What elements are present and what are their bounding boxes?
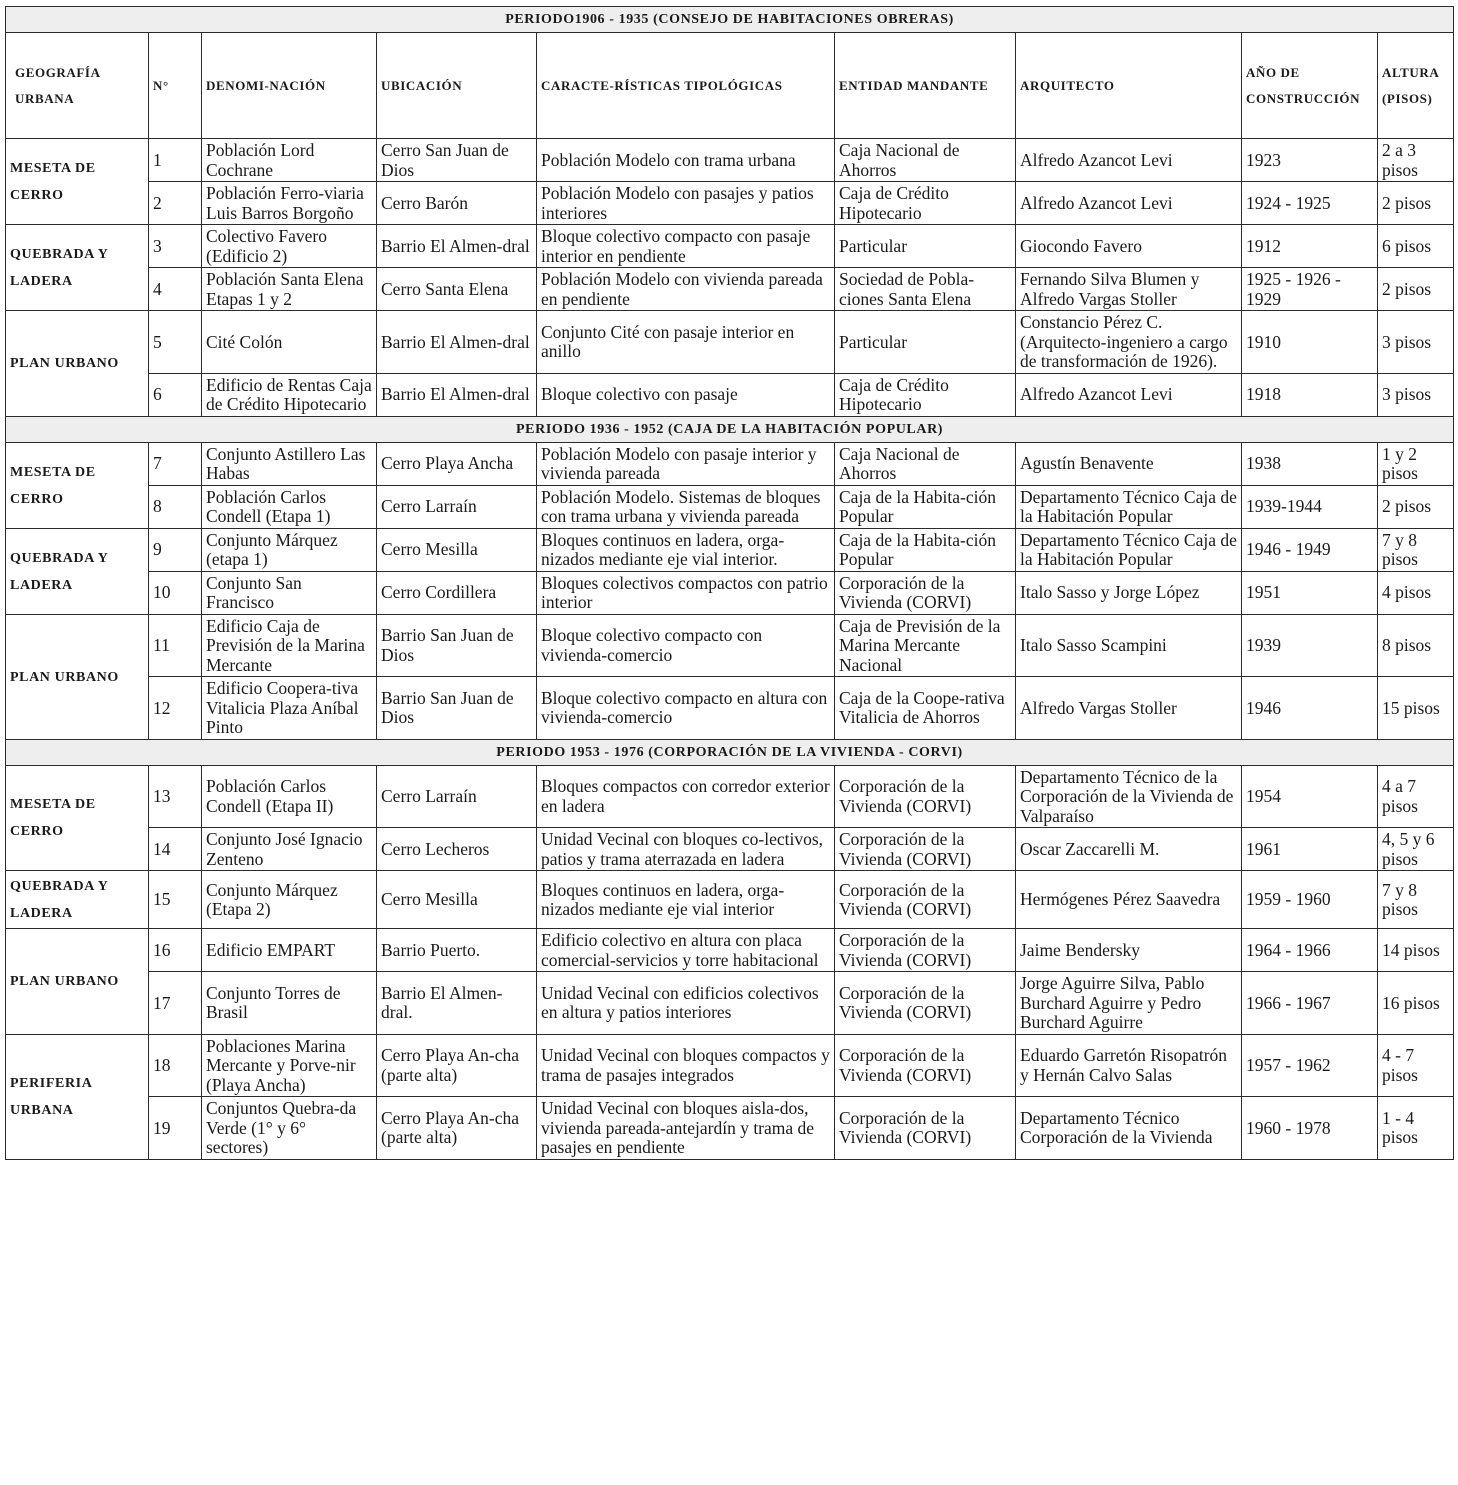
cell-arquitecto: Fernando Silva Blumen y Alfredo Vargas Stoller	[1016, 268, 1242, 311]
cell-arquitecto: Departamento Técnico Caja de la Habitación Popular	[1016, 485, 1242, 528]
cell-arquitecto: Oscar Zaccarelli M.	[1016, 828, 1242, 871]
cell-arquitecto: Italo Sasso Scampini	[1016, 614, 1242, 677]
cell-caracteristicas: Bloque colectivo compacto con vivienda-comercio	[537, 614, 835, 677]
cell-anio: 1957 - 1962	[1242, 1034, 1378, 1097]
cell-numero: 11	[149, 614, 202, 677]
cell-caracteristicas: Unidad Vecinal con bloques compactos y trama de pasajes integrados	[537, 1034, 835, 1097]
cell-arquitecto: Eduardo Garretón Risopatrón y Hernán Calvo Salas	[1016, 1034, 1242, 1097]
cell-geografia: PLAN URBANO	[6, 614, 149, 739]
table-row	[6, 1034, 1454, 1097]
cell-anio: 1946 - 1949	[1242, 528, 1378, 571]
header-ubicacion: UBICACIÓN	[377, 33, 537, 139]
cell-denominacion: Conjunto Torres de Brasil	[202, 972, 377, 1035]
cell-arquitecto: Departamento Técnico Caja de la Habitación Popular	[1016, 528, 1242, 571]
cell-arquitecto: Alfredo Azancot Levi	[1016, 139, 1242, 182]
table-row	[6, 268, 1454, 311]
cell-ubicacion: Cerro Playa An-cha (parte alta)	[377, 1097, 537, 1160]
cell-ubicacion: Cerro Cordillera	[377, 571, 537, 614]
cell-altura: 1 y 2 pisos	[1378, 442, 1454, 485]
cell-entidad: Caja Nacional de Ahorros	[835, 442, 1016, 485]
cell-anio: 1966 - 1967	[1242, 972, 1378, 1035]
cell-denominacion: Conjunto Márquez (Etapa 2)	[202, 871, 377, 929]
cell-entidad: Corporación de la Vivienda (CORVI)	[835, 571, 1016, 614]
cell-arquitecto: Alfredo Azancot Levi	[1016, 373, 1242, 416]
cell-denominacion: Población Santa Elena Etapas 1 y 2	[202, 268, 377, 311]
period-title: PERIODO1906 - 1935 (CONSEJO DE HABITACIONES OBRERAS)	[6, 7, 1454, 33]
cell-caracteristicas: Bloque colectivo compacto en altura con vivienda-comercio	[537, 677, 835, 740]
cell-entidad: Caja de Crédito Hipotecario	[835, 373, 1016, 416]
table-body	[6, 7, 1454, 1160]
cell-anio: 1961	[1242, 828, 1378, 871]
cell-arquitecto: Jorge Aguirre Silva, Pablo Burchard Aguirre y Pedro Burchard Aguirre	[1016, 972, 1242, 1035]
header-numero: N°	[149, 33, 202, 139]
cell-altura: 3 pisos	[1378, 373, 1454, 416]
cell-geografia: MESETA DE CERRO	[6, 139, 149, 225]
cell-altura: 7 y 8 pisos	[1378, 528, 1454, 571]
cell-anio: 1924 - 1925	[1242, 182, 1378, 225]
table-row	[6, 765, 1454, 828]
cell-arquitecto: Departamento Técnico de la Corporación de la Vivienda de Valparaíso	[1016, 765, 1242, 828]
cell-denominacion: Edificio EMPART	[202, 929, 377, 972]
cell-numero: 10	[149, 571, 202, 614]
cell-ubicacion: Barrio San Juan de Dios	[377, 677, 537, 740]
cell-geografia: QUEBRADA Y LADERA	[6, 528, 149, 614]
cell-numero: 17	[149, 972, 202, 1035]
cell-altura: 14 pisos	[1378, 929, 1454, 972]
period-title: PERIODO 1953 - 1976 (CORPORACIÓN DE LA VIVIENDA - CORVI)	[6, 739, 1454, 765]
cell-arquitecto: Hermógenes Pérez Saavedra	[1016, 871, 1242, 929]
cell-geografia: QUEBRADA Y LADERA	[6, 225, 149, 311]
cell-arquitecto: Jaime Bendersky	[1016, 929, 1242, 972]
cell-altura: 4 pisos	[1378, 571, 1454, 614]
cell-anio: 1938	[1242, 442, 1378, 485]
cell-altura: 2 pisos	[1378, 268, 1454, 311]
cell-denominacion: Poblaciones Marina Mercante y Porve-nir (Playa Ancha)	[202, 1034, 377, 1097]
cell-numero: 14	[149, 828, 202, 871]
cell-numero: 18	[149, 1034, 202, 1097]
cell-denominacion: Conjuntos Quebra-da Verde (1° y 6° sectores)	[202, 1097, 377, 1160]
cell-geografia: MESETA DE CERRO	[6, 765, 149, 871]
cell-ubicacion: Cerro Mesilla	[377, 528, 537, 571]
cell-anio: 1939	[1242, 614, 1378, 677]
cell-caracteristicas: Población Modelo con pasaje interior y vivienda pareada	[537, 442, 835, 485]
cell-arquitecto: Italo Sasso y Jorge López	[1016, 571, 1242, 614]
cell-altura: 4 a 7 pisos	[1378, 765, 1454, 828]
cell-numero: 5	[149, 311, 202, 374]
cell-caracteristicas: Bloque colectivo compacto con pasaje interior en pendiente	[537, 225, 835, 268]
cell-caracteristicas: Población Modelo con trama urbana	[537, 139, 835, 182]
cell-denominacion: Edificio Coopera-tiva Vitalicia Plaza Aníbal Pinto	[202, 677, 377, 740]
cell-ubicacion: Barrio Puerto.	[377, 929, 537, 972]
cell-arquitecto: Alfredo Vargas Stoller	[1016, 677, 1242, 740]
cell-altura: 7 y 8 pisos	[1378, 871, 1454, 929]
header-geografia: GEOGRAFÍA URBANA	[6, 33, 149, 139]
cell-numero: 7	[149, 442, 202, 485]
cell-caracteristicas: Población Modelo. Sistemas de bloques con trama urbana y vivienda pareada	[537, 485, 835, 528]
housing-table	[5, 6, 1454, 1160]
cell-anio: 1923	[1242, 139, 1378, 182]
cell-numero: 12	[149, 677, 202, 740]
period-title: PERIODO 1936 - 1952 (CAJA DE LA HABITACIÓN POPULAR)	[6, 416, 1454, 442]
cell-ubicacion: Cerro Lecheros	[377, 828, 537, 871]
cell-denominacion: Colectivo Favero (Edificio 2)	[202, 225, 377, 268]
cell-ubicacion: Cerro Barón	[377, 182, 537, 225]
cell-entidad: Corporación de la Vivienda (CORVI)	[835, 929, 1016, 972]
cell-entidad: Corporación de la Vivienda (CORVI)	[835, 1097, 1016, 1160]
cell-arquitecto: Agustín Benavente	[1016, 442, 1242, 485]
cell-geografia: PERIFERIA URBANA	[6, 1034, 149, 1159]
cell-ubicacion: Barrio El Almen-dral	[377, 225, 537, 268]
cell-geografia: MESETA DE CERRO	[6, 442, 149, 528]
cell-arquitecto: Alfredo Azancot Levi	[1016, 182, 1242, 225]
cell-caracteristicas: Bloques compactos con corredor exterior en ladera	[537, 765, 835, 828]
cell-ubicacion: Cerro Playa An-cha (parte alta)	[377, 1034, 537, 1097]
cell-numero: 13	[149, 765, 202, 828]
header-altura: ALTURA (PISOS)	[1378, 33, 1454, 139]
cell-altura: 1 - 4 pisos	[1378, 1097, 1454, 1160]
cell-arquitecto: Departamento Técnico Corporación de la Vivienda	[1016, 1097, 1242, 1160]
table-row	[6, 972, 1454, 1035]
cell-entidad: Caja de Previsión de la Marina Mercante Nacional	[835, 614, 1016, 677]
cell-geografia: PLAN URBANO	[6, 311, 149, 417]
cell-numero: 19	[149, 1097, 202, 1160]
cell-anio: 1918	[1242, 373, 1378, 416]
cell-altura: 4 - 7 pisos	[1378, 1034, 1454, 1097]
cell-altura: 2 pisos	[1378, 182, 1454, 225]
cell-altura: 4, 5 y 6 pisos	[1378, 828, 1454, 871]
cell-entidad: Corporación de la Vivienda (CORVI)	[835, 1034, 1016, 1097]
cell-denominacion: Población Lord Cochrane	[202, 139, 377, 182]
cell-entidad: Caja Nacional de Ahorros	[835, 139, 1016, 182]
cell-altura: 8 pisos	[1378, 614, 1454, 677]
table-row	[6, 311, 1454, 374]
cell-ubicacion: Cerro Santa Elena	[377, 268, 537, 311]
cell-entidad: Corporación de la Vivienda (CORVI)	[835, 972, 1016, 1035]
period-header-row	[6, 416, 1454, 442]
table-row	[6, 139, 1454, 182]
cell-denominacion: Edificio de Rentas Caja de Crédito Hipotecario	[202, 373, 377, 416]
table-row	[6, 442, 1454, 485]
cell-denominacion: Conjunto San Francisco	[202, 571, 377, 614]
cell-entidad: Caja de la Habita-ción Popular	[835, 528, 1016, 571]
cell-entidad: Caja de la Habita-ción Popular	[835, 485, 1016, 528]
cell-numero: 1	[149, 139, 202, 182]
table-row	[6, 485, 1454, 528]
cell-entidad: Particular	[835, 311, 1016, 374]
cell-caracteristicas: Bloques colectivos compactos con patrio interior	[537, 571, 835, 614]
table-row	[6, 571, 1454, 614]
cell-numero: 6	[149, 373, 202, 416]
cell-caracteristicas: Unidad Vecinal con edificios colectivos en altura y patios interiores	[537, 972, 835, 1035]
cell-ubicacion: Cerro San Juan de Dios	[377, 139, 537, 182]
cell-caracteristicas: Conjunto Cité con pasaje interior en anillo	[537, 311, 835, 374]
cell-geografia: PLAN URBANO	[6, 929, 149, 1035]
cell-anio: 1954	[1242, 765, 1378, 828]
cell-ubicacion: Cerro Larraín	[377, 765, 537, 828]
cell-altura: 3 pisos	[1378, 311, 1454, 374]
table-row	[6, 182, 1454, 225]
cell-entidad: Sociedad de Pobla-ciones Santa Elena	[835, 268, 1016, 311]
cell-entidad: Corporación de la Vivienda (CORVI)	[835, 871, 1016, 929]
header-arquitecto: ARQUITECTO	[1016, 33, 1242, 139]
cell-ubicacion: Cerro Playa Ancha	[377, 442, 537, 485]
cell-altura: 15 pisos	[1378, 677, 1454, 740]
header-caracteristicas: CARACTE-RÍSTICAS TIPOLÓGICAS	[537, 33, 835, 139]
cell-denominacion: Cité Colón	[202, 311, 377, 374]
cell-arquitecto: Constancio Pérez C. (Arquitecto-ingeniero a cargo de transformación de 1926).	[1016, 311, 1242, 374]
table-row	[6, 373, 1454, 416]
cell-altura: 2 pisos	[1378, 485, 1454, 528]
cell-numero: 9	[149, 528, 202, 571]
cell-caracteristicas: Bloques continuos en ladera, orga-nizados mediante eje vial interior	[537, 871, 835, 929]
cell-altura: 2 a 3 pisos	[1378, 139, 1454, 182]
cell-entidad: Caja de Crédito Hipotecario	[835, 182, 1016, 225]
cell-caracteristicas: Población Modelo con vivienda pareada en pendiente	[537, 268, 835, 311]
cell-anio: 1910	[1242, 311, 1378, 374]
cell-anio: 1912	[1242, 225, 1378, 268]
cell-caracteristicas: Bloques continuos en ladera, orga-nizados mediante eje vial interior.	[537, 528, 835, 571]
cell-numero: 3	[149, 225, 202, 268]
table-row	[6, 1097, 1454, 1160]
cell-caracteristicas: Unidad Vecinal con bloques co-lectivos, patios y trama aterrazada en ladera	[537, 828, 835, 871]
cell-denominacion: Conjunto Astillero Las Habas	[202, 442, 377, 485]
cell-altura: 6 pisos	[1378, 225, 1454, 268]
cell-anio: 1946	[1242, 677, 1378, 740]
cell-caracteristicas: Bloque colectivo con pasaje	[537, 373, 835, 416]
table-row	[6, 929, 1454, 972]
table-row	[6, 677, 1454, 740]
cell-denominacion: Población Carlos Condell (Etapa 1)	[202, 485, 377, 528]
cell-entidad: Caja de la Coope-rativa Vitalicia de Ahorros	[835, 677, 1016, 740]
header-entidad: ENTIDAD MANDANTE	[835, 33, 1016, 139]
cell-numero: 16	[149, 929, 202, 972]
header-anio: AÑO DE CONSTRUCCIÓN	[1242, 33, 1378, 139]
cell-caracteristicas: Edificio colectivo en altura con placa comercial-servicios y torre habitacional	[537, 929, 835, 972]
cell-ubicacion: Cerro Mesilla	[377, 871, 537, 929]
table-row	[6, 871, 1454, 929]
period-header-row	[6, 739, 1454, 765]
housing-table-container	[5, 6, 1453, 1160]
cell-anio: 1939-1944	[1242, 485, 1378, 528]
cell-altura: 16 pisos	[1378, 972, 1454, 1035]
period-header-row	[6, 7, 1454, 33]
cell-denominacion: Población Ferro-viaria Luis Barros Borgoño	[202, 182, 377, 225]
table-row	[6, 828, 1454, 871]
cell-entidad: Particular	[835, 225, 1016, 268]
cell-anio: 1959 - 1960	[1242, 871, 1378, 929]
table-row	[6, 225, 1454, 268]
cell-entidad: Corporación de la Vivienda (CORVI)	[835, 765, 1016, 828]
cell-caracteristicas: Población Modelo con pasajes y patios interiores	[537, 182, 835, 225]
cell-ubicacion: Barrio San Juan de Dios	[377, 614, 537, 677]
header-denominacion: DENOMI-NACIÓN	[202, 33, 377, 139]
table-row	[6, 528, 1454, 571]
cell-caracteristicas: Unidad Vecinal con bloques aisla-dos, vivienda pareada-antejardín y trama de pasajes en pendiente	[537, 1097, 835, 1160]
cell-numero: 2	[149, 182, 202, 225]
cell-denominacion: Edificio Caja de Previsión de la Marina Mercante	[202, 614, 377, 677]
column-header-row	[6, 33, 1454, 139]
cell-entidad: Corporación de la Vivienda (CORVI)	[835, 828, 1016, 871]
cell-arquitecto: Giocondo Favero	[1016, 225, 1242, 268]
cell-numero: 15	[149, 871, 202, 929]
cell-ubicacion: Barrio El Almen-dral	[377, 311, 537, 374]
table-row	[6, 614, 1454, 677]
cell-numero: 8	[149, 485, 202, 528]
cell-denominacion: Conjunto José Ignacio Zenteno	[202, 828, 377, 871]
cell-ubicacion: Barrio El Almen-dral.	[377, 972, 537, 1035]
cell-ubicacion: Barrio El Almen-dral	[377, 373, 537, 416]
cell-numero: 4	[149, 268, 202, 311]
cell-anio: 1960 - 1978	[1242, 1097, 1378, 1160]
cell-anio: 1925 - 1926 - 1929	[1242, 268, 1378, 311]
cell-denominacion: Población Carlos Condell (Etapa II)	[202, 765, 377, 828]
cell-ubicacion: Cerro Larraín	[377, 485, 537, 528]
cell-anio: 1964 - 1966	[1242, 929, 1378, 972]
cell-anio: 1951	[1242, 571, 1378, 614]
cell-geografia: QUEBRADA Y LADERA	[6, 871, 149, 929]
cell-denominacion: Conjunto Márquez (etapa 1)	[202, 528, 377, 571]
